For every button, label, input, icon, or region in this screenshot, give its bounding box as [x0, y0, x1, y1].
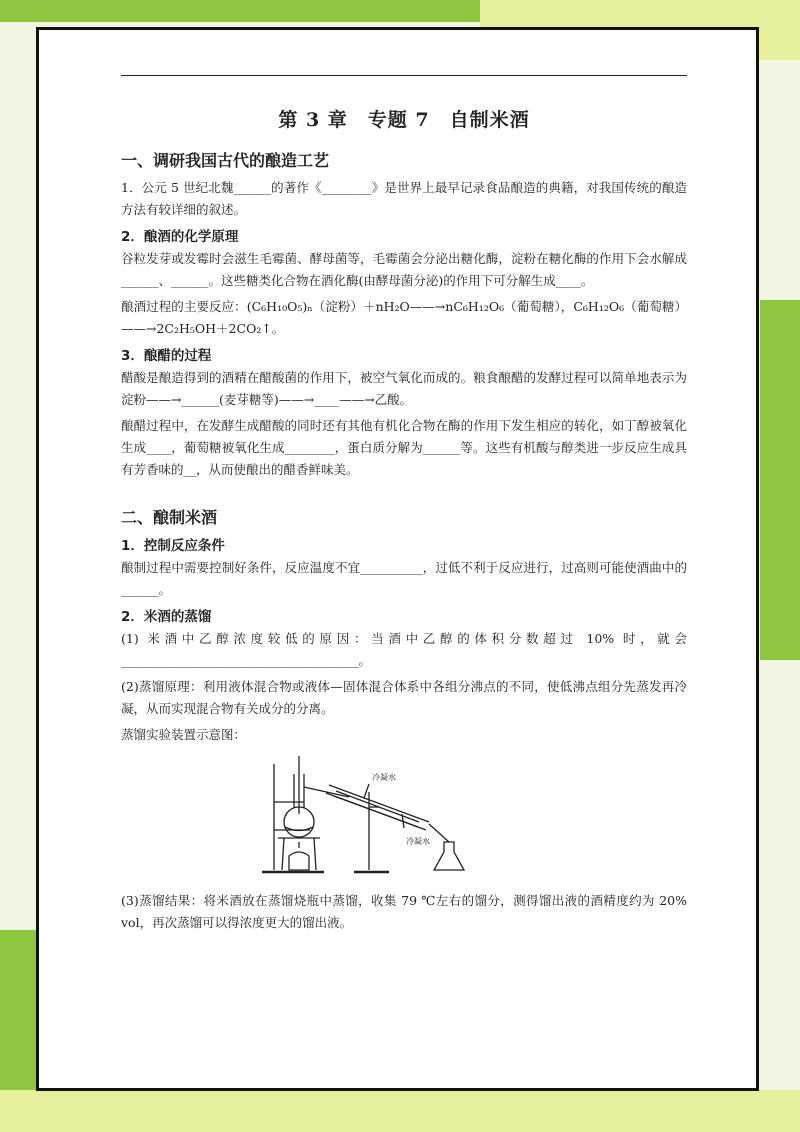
- paragraph-chemistry: 谷粒发芽或发霉时会滋生毛霉菌、酵母菌等，毛霉菌会分泌出糖化酶，淀粉在糖化酶的作用下会水解成______、______。这些糖类化合物在酒化酶(由酵母菌分泌)的作用下可分解生成____。: [121, 251, 687, 288]
- paragraph-1-1: 1．公元 5 世纪北魏______的著作《________》是世界上最早记录食品酿造的典籍，对我国传统的酿造方法有较详细的叙述。: [121, 180, 687, 217]
- document-content: [121, 105, 687, 938]
- subheading-vinegar: 3．酿醋的过程: [121, 348, 212, 364]
- section-heading-1: 一、调研我国古代的酿造工艺: [121, 151, 330, 170]
- page-title: 第 3 章 专题 7 自制米酒: [278, 109, 530, 131]
- reaction-equation-1: (C₆H₁₀O₅)ₙ（淀粉）＋nH₂O——→nC₆H₁₂O₆（葡萄糖），: [246, 299, 574, 314]
- paragraph-conditions: 酿制过程中需要控制好条件，反应温度不宜__________，过低不利于反应进行，过高则可能使酒曲中的______。: [121, 560, 687, 597]
- paragraph-distillation-1: (1) 米酒中乙醇浓度较低的原因：当酒中乙醇的体积分数超过 10% 时，就会______________________________________。: [121, 631, 687, 668]
- subheading-chemistry: 2．酿酒的化学原理: [121, 229, 239, 245]
- document-page: [36, 27, 759, 1091]
- subheading-distillation: 2．米酒的蒸馏: [121, 609, 212, 625]
- subheading-conditions: 1．控制反应条件: [121, 538, 225, 554]
- paragraph-reaction: [121, 296, 687, 340]
- header-rule: [121, 75, 687, 76]
- paragraph-distillation-2: (2)蒸馏原理：利用液体混合物或液体—固体混合体系中各组分沸点的不同，使低沸点组分先蒸发再冷凝，从而实现混合物有关成分的分离。: [121, 679, 687, 716]
- label-water-in: 冷凝水: [372, 773, 396, 782]
- distillation-diagram: [121, 752, 687, 886]
- paragraph-distillation-3: (3)蒸馏结果：将米酒放在蒸馏烧瓶中蒸馏，收集 79 ℃左右的馏分，测得馏出液的酒精度约为 20% vol，再次蒸馏可以得浓度更大的馏出液。: [121, 893, 687, 930]
- bg-right-green: [760, 300, 800, 660]
- paragraph-vinegar-1: 醋酸是酿造得到的酒精在醋酸菌的作用下，被空气氧化而成的。粮食酿醋的发酵过程可以简单地表示为淀粉——→______(麦芽糖等)——→____——→乙酸。: [121, 370, 687, 407]
- distillation-apparatus-icon: [254, 752, 554, 882]
- diagram-caption: 蒸馏实验装置示意图：: [121, 727, 247, 742]
- label-water-out: 冷凝水: [406, 837, 430, 846]
- paragraph-vinegar-2: 酿醋过程中，在发酵生成醋酸的同时还有其他有机化合物在酶的作用下发生相应的转化，如丁醇被氧化生成____，葡萄糖被氧化生成________，蛋白质分解为______等。这些有机酸与醇类进一步反应生成具有芳香味的__，从而使酿出的醋香鲜味美。: [121, 418, 687, 477]
- bg-bottom-band: [0, 1090, 800, 1132]
- reaction-prefix: 酿酒过程的主要反应：: [121, 299, 247, 314]
- reaction-equation-2: C₆H₁₂O₆（葡萄糖）——→2C₂H₅OH＋2CO₂↑。: [121, 299, 687, 336]
- section-heading-2: 二、酿制米酒: [121, 508, 218, 527]
